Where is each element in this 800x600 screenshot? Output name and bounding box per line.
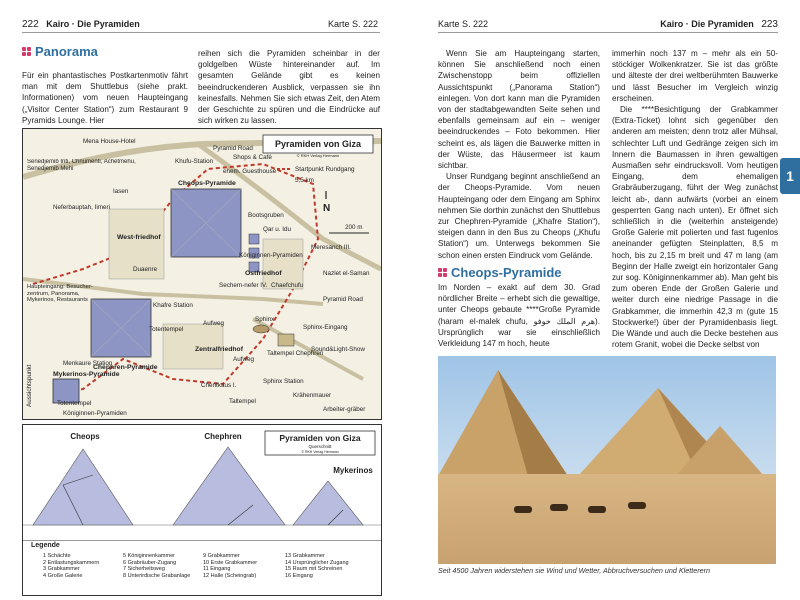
pyramids-cross-section [22, 424, 382, 596]
section-title-cheops: Cheops-Pyramide [451, 264, 562, 280]
cross-section-copyright: © RKH Verlag Hermann [301, 450, 339, 454]
label-mena-house: Mena House-Hotel [83, 138, 136, 145]
cross-label-cheops: Cheops [70, 432, 100, 441]
label-chentkaus: Chentkaus I. [201, 382, 237, 389]
label-nazlet: Nazlet el-Saman [323, 270, 370, 277]
label-zentralfriedhof: Zentralfriedhof [195, 346, 243, 353]
cross-section-svg [23, 425, 381, 541]
legend-column-4 [285, 553, 349, 579]
label-bootsgruben: Bootsgruben [248, 212, 284, 219]
map-reference-right: Karte S. 222 [438, 19, 489, 29]
map-scale: 200 m [345, 224, 363, 231]
running-title: Kairo · Die Pyramiden [46, 19, 140, 29]
right-col1-text [438, 48, 600, 349]
label-iasen: Iasen [113, 188, 129, 195]
label-koeniginnen-pyramiden: Königinnen-Pyramiden [239, 252, 303, 259]
label-kraehenmauer: Krähenmauer [293, 392, 332, 399]
map-legend-route: Startpunkt Rundgang [295, 166, 355, 173]
legend-column-3 [203, 553, 257, 579]
label-khafre-station: Khafre Station [153, 302, 193, 309]
label-arbeitergraeber: Arbeiter-gräber [323, 406, 366, 413]
label-sphinx-eingang: Sphinx-Eingang [303, 324, 348, 331]
legend-item: 2 Entlastungskammern [43, 559, 100, 566]
label-guesthouse: ehem. Guesthouse [223, 168, 277, 175]
legend-item: 7 Sicherheitsweg [123, 566, 165, 573]
paragraph: Im Norden – exakt auf dem 30. Grad nördlicher Breite – erhebt sich die gewaltige, unter Cheops gebaute ****Große Pyramide (haram el-malek chufu, هرم الملك خوفو). Ursprünglich war sie einschließlich Verkleidung 147 m hoch, heute [438, 283, 600, 349]
legend-item: 15 Raum mit Schreinen [285, 566, 343, 573]
label-totentempel-1: Totentempel [149, 326, 184, 333]
legend-item: 8 Unterirdische Grabanlage [123, 572, 191, 579]
paragraph: immerhin noch 137 m – mehr als ein 50-stöckiger Wolkenkratzer. Sie ist das größte und älteste der drei weltberühmten Bauwerke und lässt Besucher im Vergleich winzig erscheinen. [612, 49, 778, 103]
label-mykerinos-pyramide: Mykerinos-Pyramide [53, 371, 120, 378]
label-sechem: Sechem-nefer IV. [219, 282, 268, 289]
legend-item: 16 Eingang [285, 572, 313, 579]
legend-column-2 [123, 553, 190, 579]
label-aussichtspunkt: Aussichtspunkt [26, 364, 33, 407]
left-page-header [22, 18, 140, 30]
label-chaefchufu: Chaefchufu [271, 282, 304, 289]
section-marker-icon [438, 268, 447, 277]
panorama-paragraph-2: reihen sich die Pyramiden scheinbar in der goldgelben Wüste hintereinander auf. Im gesamten Gelände gibt es keinen beeindruckenderen Ausblick, verpassen sie ihn keinesfalls. Nehmen Sie sich etwas Zeit, den Atem der Geschichte zu spüren und die Eindrücke auf sich wirken zu lassen. [198, 49, 380, 126]
photo-caption: Seit 4500 Jahren widerstehen sie Wind und Wetter, Abbruchversuchen und Kletterern [438, 566, 711, 575]
label-pyramid-road-right: Pyramid Road [323, 296, 363, 303]
cross-section-legend [23, 540, 381, 595]
label-meresanch: Meresanch III. [311, 244, 351, 251]
left-col1-text [22, 70, 188, 126]
pyramids-photo [438, 356, 776, 564]
cross-section-title: Pyramiden von Giza [279, 433, 361, 443]
label-pyramid-road-top: Pyramid Road [213, 145, 253, 152]
legend-item: 6 Grabräuber-Zugang [123, 559, 177, 566]
label-sphinx-station: Sphinx Station [263, 378, 304, 385]
label-sphinx: Sphinx [255, 316, 275, 323]
map-reference: Karte S. 222 [327, 19, 378, 29]
section-title: Panorama [35, 44, 98, 59]
legend-column-1 [43, 553, 99, 579]
legend-item: 11 Eingang [203, 566, 231, 573]
label-duaenre: Duaenre [133, 266, 158, 273]
page-number: 222 [22, 19, 39, 30]
legend-item: 1 Schächte [43, 553, 71, 559]
label-sound-light: Sound&Light-Show [311, 346, 365, 353]
legend-item: 9 Grabkammer [203, 553, 240, 559]
map-legend-distance: 5,5 km [295, 177, 314, 184]
running-title-right: Kairo · Die Pyramiden [660, 19, 754, 29]
right-page-header [660, 18, 778, 30]
chapter-tab: 1 [780, 158, 800, 194]
header-rule-right [438, 32, 778, 33]
label-menkaure-station: Menkaure Station [63, 360, 113, 367]
label-aufweg-left: Aufweg [203, 320, 225, 327]
label-aufweg-right: Aufweg [233, 356, 255, 363]
cross-label-mykerinos: Mykerinos [333, 466, 373, 475]
paragraph: Unser Rundgang beginnt anschließend an der Cheops-Pyramide. Vom neuen Haupteingang oder dem Eingang am Sphinx nehmen Sie dorthin zunächst den Shuttlebus zur Chephren-Pyramide („Khafre Station“), steigen dann in den Bus zu Cheops („Khufu Station“) um. Unterwegs bekommen Sie schon einen ersten Eindruck vom Gelände. [438, 172, 600, 260]
label-koeniginnen-pyramiden-2: Königinnen-Pyramiden [63, 410, 127, 417]
label-cheops-pyramide: Cheops-Pyramide [178, 180, 236, 187]
pyramids-photo-svg [438, 356, 776, 564]
label-ostfriedhof: Ostfriedhof [245, 270, 282, 277]
legend-item: 13 Grabkammer [285, 553, 325, 559]
label-westfriedhof: West-friedhof [117, 234, 161, 241]
legend-title: Legende [31, 542, 60, 549]
map-copyright: © RKH Verlag Hermann [296, 153, 340, 158]
cheops-heading [438, 264, 600, 280]
legend-item: 14 Ursprünglicher Zugang [285, 559, 349, 566]
header-rule [22, 32, 380, 33]
label-khufu-station: Khufu-Station [175, 158, 214, 165]
legend-item: 10 Erste Grabkammer [203, 559, 258, 566]
page-number-right: 223 [761, 19, 778, 30]
paragraph: Wenn Sie am Haupteingang starten, können Sie anschließend noch einen Zwischenstopp beim offiziellen Aussichtspunkt („Panorama Station“) einlegen. Von dort kann man die Pyramiden von der stadtabgewandten Seite sehen und ebenfalls gemeinsam auf ein – weniger beeindruckendes – Foto bekommen. Hier scheint es, als lägen die Bauwerke mitten in der Wüste, das Häusermeer ist kaum sichtbar. [438, 49, 600, 171]
label-senedjemib: Senedjemib Inti, Chnumenti, Achetmehu, Senedjemib Mehi [27, 159, 136, 172]
map-title: Pyramiden von Giza [274, 139, 362, 149]
giza-site-map [22, 128, 382, 420]
legend-item: 5 Königinnenkammer [123, 553, 175, 559]
label-taltempel: Taltempel [229, 398, 256, 405]
right-col2-text [612, 48, 778, 350]
label-shops-cafe: Shops & Café [233, 154, 272, 161]
paragraph: Die ****Besichtigung der Grabkammer (Extra-Ticket) lohnt sich gegenüber den anderen am meisten; denn trotz aller Mühsal, schlechter Luft und Gedränge zeigen sich im Innern die Baumassen in ihren gewaltigen Ausmaßen sehr eindrucksvoll. Vom heutigen Eingang, dem ehemaligen Grabräuberzugang, führt der Weg zunächst leicht ab-, dann aufwärts (vorbei an einem gesperrten Gang nach unten). Er öffnet sich schließlich in die (weiterhin ansteigende) Große Galerie mit polierten und fast fugenlos aneinander gefügten Steinplatten, 8,5 m hoch, bis zu 2,15 m breit und 47 m lang (am Beginn der Halle zweigt ein horizontaler Gang zur sog. Königinnenkammer ab). Man geht bis zum oberen Ende der Großen Galerie und weiter durch eine niedrige Passage in die Grabkammer, die immerhin 42,3 m (gute 15 Stockwerke!) über der Pyramidenbasis liegt. Die Wände und auch die Decke bestehen aus rotem Granit, wobei die Decke selbst von [612, 105, 778, 350]
label-neferbauptah: Neferbauptah, Iimeri [53, 204, 111, 211]
legend-item: 3 Grabkammer [43, 566, 80, 573]
label-qar-idu: Qar u. Idu [263, 226, 292, 233]
section-marker-icon [22, 47, 31, 56]
north-arrow-icon: N [323, 203, 331, 214]
legend-item: 12 Halle (Scheingrab) [203, 572, 257, 579]
legend-item: 4 Große Galerie [43, 572, 83, 579]
giza-map-svg [23, 129, 381, 419]
label-totentempel-2: Totentempel [57, 400, 92, 407]
panorama-paragraph-1: Für ein phantastisches Postkartenmotiv fährt man mit dem Shuttlebus (siehe prakt. Informationen) vom neuen Haupteingang („Visitor Center Station“) zum Restaurant 9 Pyramids Lounge. Hier [22, 71, 188, 125]
cross-section-subtitle: Querschnitt [308, 444, 332, 449]
label-taltempel-chephren: Taltempel Chephren [267, 350, 324, 357]
label-chephren-pyramide: Chephren-Pyramide [93, 364, 158, 371]
label-haupteingang: Haupteingang: Besucher-zentrum, Panorama, Mykerinos, Restaurants [27, 284, 93, 304]
cross-label-chephren: Chephren [204, 432, 242, 441]
left-col2-text [198, 48, 380, 126]
section-heading [22, 44, 98, 59]
